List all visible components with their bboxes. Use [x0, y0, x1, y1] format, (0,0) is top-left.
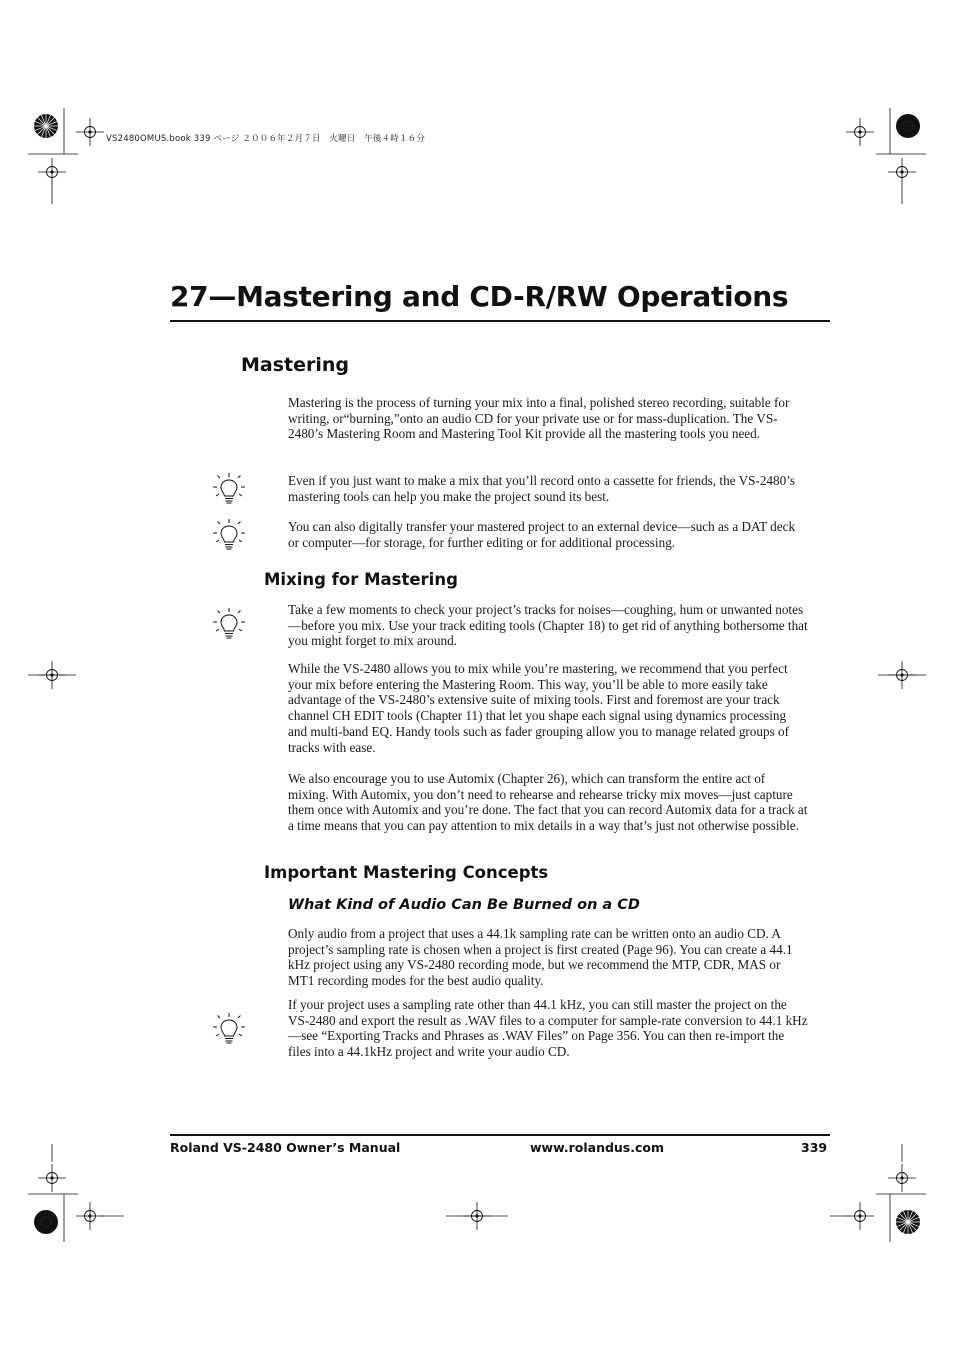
section-heading-mastering: Mastering: [241, 354, 350, 376]
print-slug: VS2480OMUS.book 339 ページ ２００６年２月７日 火曜日 午後４時１６分: [106, 134, 426, 144]
chapter-title: 27—Mastering and CD-R/RW Operations: [170, 280, 789, 313]
footer-page-number: 339: [801, 1140, 828, 1155]
tip-lightbulb-icon: [211, 606, 247, 642]
tip-lightbulb-icon: [211, 1011, 247, 1047]
footer-manual-title: Roland VS-2480 Owner’s Manual: [170, 1140, 401, 1155]
mixing-paragraph-1: While the VS-2480 allows you to mix while you’re mastering, we recommend that you perfect your mix before entering the Mastering Room. This way, you’ll be able to more easily take advantage of the VS-2480’s extensive suite of mixing tools. First and foremost are your track channel CH EDIT tools (Chapter 11) that let you shape each signal using dynamics processing and multi-band EQ. Handy tools such as fader grouping allow you to manage related groups of tracks with ease.: [288, 661, 790, 755]
subsection-heading-mixing: Mixing for Mastering: [264, 570, 458, 589]
tip-paragraph-cassette: Even if you just want to make a mix that you’ll record onto a cassette for friends, the VS-2480’s mastering tools can help you make the project sound its best.: [288, 473, 795, 504]
chapter-title-rule: [170, 320, 830, 322]
tip-lightbulb-icon: [211, 471, 247, 507]
footer-rule: [170, 1134, 830, 1136]
topic-heading-audio-cd: What Kind of Audio Can Be Burned on a CD: [288, 897, 640, 913]
mixing-paragraph-2: We also encourage you to use Automix (Chapter 26), which can transform the entire act of mixing. With Automix, you don’t need to rehearse and rehearse tricky mix moves—just capture them once with Automix and you’re done. The fact that you can record Automix data for a track at a time means that you can pay attention to mix details in a way that’s just not otherwise possible.: [288, 771, 808, 834]
subsection-heading-concepts: Important Mastering Concepts: [264, 863, 549, 882]
tip-lightbulb-icon: [211, 517, 247, 553]
tip-paragraph-check-noises: Take a few moments to check your project’s tracks for noises—coughing, hum or unwanted notes—before you mix. Use your track editing tools (Chapter 18) to get rid of anything bothersome that you might forget to mix around.: [288, 602, 808, 649]
tip-paragraph-sample-rate: If your project uses a sampling rate other than 44.1 kHz, you can still master the project on the VS-2480 and export the result as .WAV files to a computer for sample-rate conversion to 44.1 kHz—see “Exporting Tracks and Phrases as .WAV Files” on Page 356. You can then re-import the files into a 44.1kHz project and write your audio CD.: [288, 997, 808, 1060]
mastering-intro-paragraph: Mastering is the process of turning your mix into a final, polished stereo recording, suitable for writing, or“burning,”onto an audio CD for your private use or for mass-duplication. The VS-2480’s Mastering Room and Mastering Tool Kit provide all the mastering tools you need.: [288, 395, 790, 442]
tip-paragraph-digital-transfer: You can also digitally transfer your mastered project to an external device—such as a DAT deck or computer—for storage, for further editing or for additional processing.: [288, 519, 796, 550]
concepts-paragraph-1: Only audio from a project that uses a 44.1k sampling rate can be written onto an audio CD. A project’s sampling rate is chosen when a project is first created (Page 96). You can create a 44.1 kHz project using any VS-2480 recording mode, but we recommend the MTP, CDR, MAS or MT1 recording modes for the best audio quality.: [288, 926, 793, 989]
footer-url: www.rolandus.com: [530, 1140, 665, 1155]
